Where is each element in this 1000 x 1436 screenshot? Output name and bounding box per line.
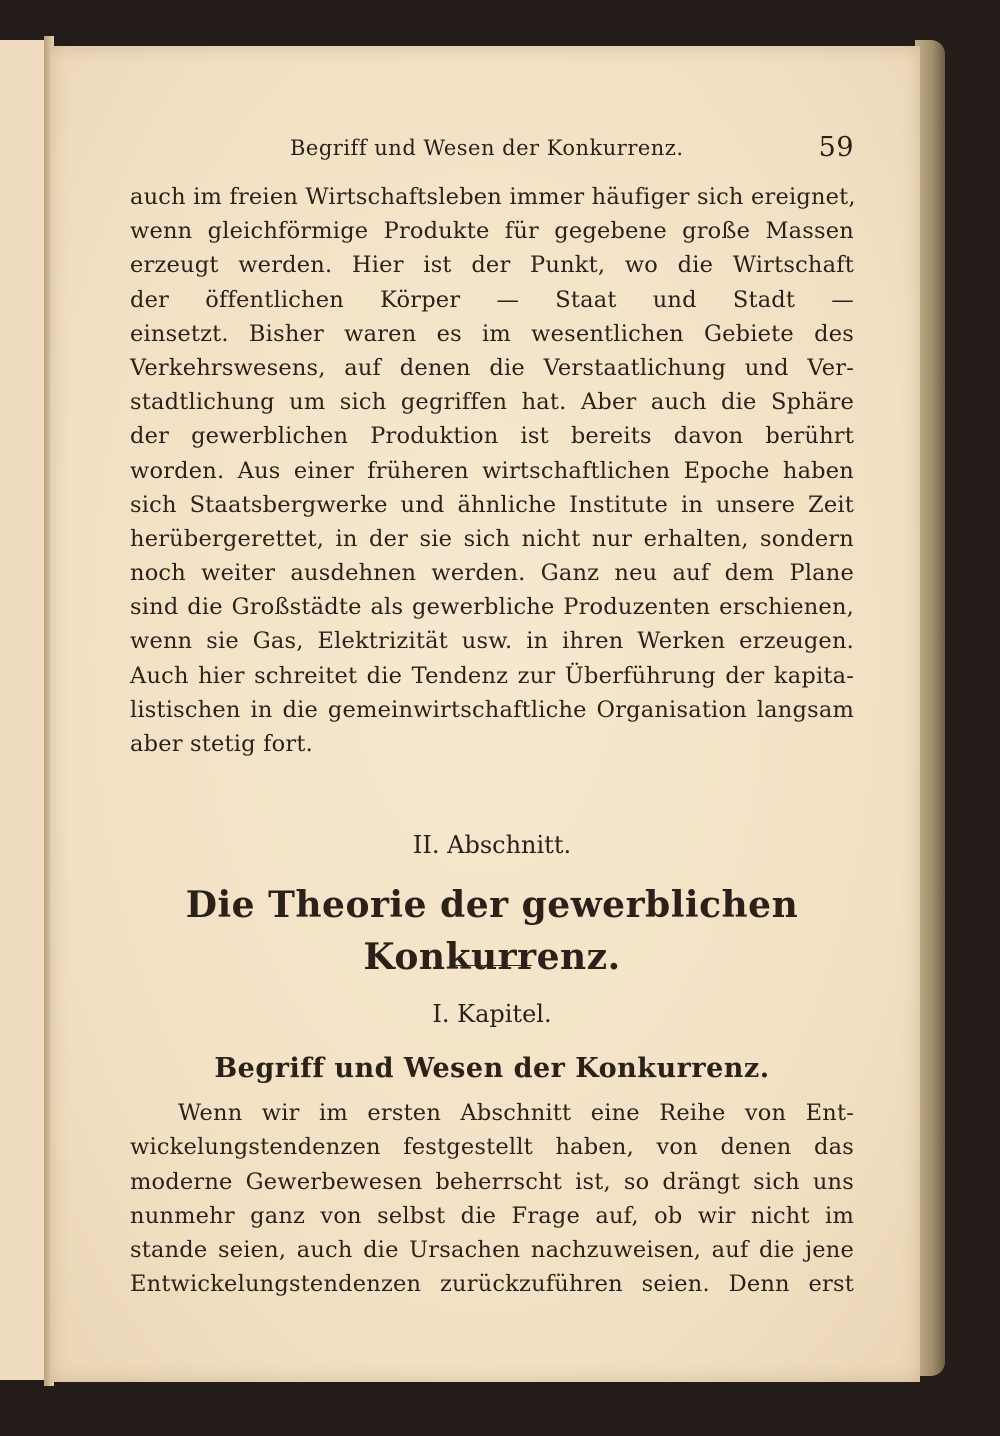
- text-line: Auch hier schreitet die Tendenz zur Überführung der kapita-: [130, 662, 854, 689]
- running-head-title: Begriff und Wesen der Konkurrenz.: [290, 136, 684, 160]
- text-line: worden. Aus einer früheren wirtschaftlichen Epoche haben: [130, 457, 854, 484]
- text-line: Wenn wir im ersten Abschnitt eine Reihe von Ent-: [178, 1100, 854, 1127]
- text-line: auch im freien Wirtschaftsleben immer häufiger sich ereignet,: [130, 184, 856, 210]
- text-line: Entwickelungstendenzen zurückzuführen seien. Denn erst: [130, 1271, 854, 1298]
- previous-page-edge: [0, 40, 47, 1380]
- chapter-label: I. Kapitel.: [432, 1000, 552, 1029]
- text-line: der öffentlichen Körper — Staat und Stadt —: [130, 286, 854, 313]
- text-line: aber stetig fort.: [130, 731, 313, 757]
- page-text: [130, 132, 856, 1301]
- text-line: stande seien, auch die Ursachen nachzuweisen, auf die jene: [130, 1236, 854, 1263]
- text-line: moderne Gewerbewesen beherrscht ist, so drängt sich uns: [130, 1168, 854, 1195]
- text-line: Verkehrswesens, auf denen die Verstaatlichung und Ver-: [130, 354, 854, 381]
- text-line: wenn gleichförmige Produkte für gegebene große Massen: [130, 218, 854, 245]
- text-line: wickelungstendenzen festgestellt haben, von denen das: [130, 1134, 854, 1161]
- text-line: listischen in die gemeinwirtschaftliche Organisation langsam: [130, 696, 854, 723]
- text-line: herübergerettet, in der sie sich nicht nur erhalten, sondern: [130, 525, 854, 552]
- text-line: sich Staatsbergwerke und ähnliche Institute in unsere Zeit: [130, 491, 854, 518]
- page-number: 59: [818, 132, 854, 163]
- text-line: wenn sie Gas, Elektrizität usw. in ihren Werken erzeugen.: [130, 628, 854, 655]
- text-line: erzeugt werden. Hier ist der Punkt, wo die Wirtschaft: [130, 252, 854, 279]
- paragraph-2: [130, 1096, 854, 1301]
- text-line: nunmehr ganz von selbst die Frage auf, ob wir nicht im: [130, 1202, 854, 1229]
- running-head: [130, 132, 854, 180]
- book-page: [50, 46, 920, 1382]
- text-line: der gewerblichen Produktion ist bereits davon berührt: [130, 423, 854, 450]
- section-label: II. Abschnitt.: [412, 831, 572, 860]
- text-line: stadtlichung um sich gegriffen hat. Aber auch die Sphäre: [130, 389, 854, 416]
- chapter-heading: Begriff und Wesen der Konkurrenz.: [214, 1053, 770, 1085]
- text-line: noch weiter ausdehnen werden. Ganz neu auf dem Plane: [130, 560, 854, 587]
- text-line: einsetzt. Bisher waren es im wesentlichen Gebiete des: [130, 320, 854, 347]
- paragraph-1: [130, 180, 854, 761]
- text-line: sind die Großstädte als gewerbliche Produzenten erschienen,: [130, 594, 854, 621]
- section-heading: Die Theorie der gewerblichen Konkurrenz.: [185, 884, 799, 979]
